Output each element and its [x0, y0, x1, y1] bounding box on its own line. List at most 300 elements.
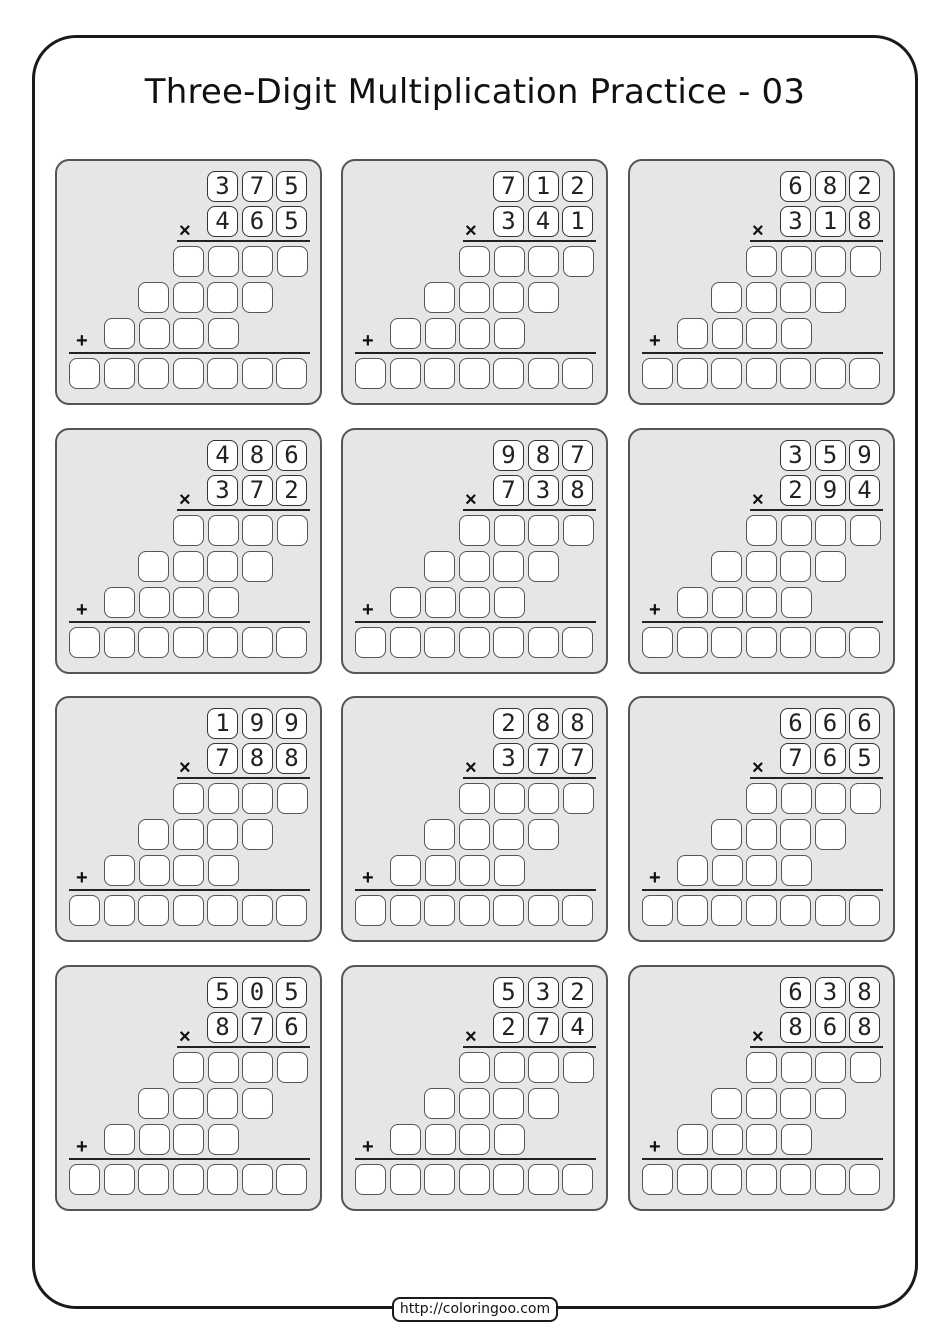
final-answer-box[interactable]	[173, 895, 204, 926]
final-answer-box[interactable]	[104, 358, 135, 389]
multiplicand-digit: 7	[562, 440, 593, 471]
final-answer-box[interactable]	[493, 627, 524, 658]
sum-rule-line	[69, 889, 310, 891]
times-sign: ×	[179, 489, 191, 511]
sum-rule-line	[642, 352, 883, 354]
partial-product-box-row3[interactable]	[139, 1124, 170, 1155]
multiplier-digit: 7	[780, 743, 811, 774]
multiplicand-digit: 6	[276, 440, 307, 471]
multiplicand-digit: 6	[780, 171, 811, 202]
final-answer-box[interactable]	[69, 895, 100, 926]
multiplicand-digit: 5	[815, 440, 846, 471]
partial-product-box-row2[interactable]	[173, 819, 204, 850]
final-answer-box[interactable]	[815, 627, 846, 658]
final-answer-box[interactable]	[207, 358, 238, 389]
partial-product-box-row3[interactable]	[104, 318, 135, 349]
partial-product-box-row1[interactable]	[173, 246, 204, 277]
final-answer-box[interactable]	[711, 358, 742, 389]
partial-product-box-row1[interactable]	[494, 246, 525, 277]
partial-product-box-row1[interactable]	[459, 246, 490, 277]
product-rule-line	[463, 1046, 596, 1048]
partial-product-box-row2[interactable]	[459, 819, 490, 850]
problem-card	[628, 159, 895, 405]
final-answer-box[interactable]	[815, 1164, 846, 1195]
partial-product-box-row1[interactable]	[746, 783, 777, 814]
times-sign: ×	[752, 1026, 764, 1048]
partial-product-box-row1[interactable]	[242, 1052, 273, 1083]
final-answer-box[interactable]	[780, 358, 811, 389]
partial-product-box-row1[interactable]	[459, 515, 490, 546]
multiplicand-digit: 4	[207, 440, 238, 471]
final-answer-box[interactable]	[746, 895, 777, 926]
partial-product-box-row1[interactable]	[208, 246, 239, 277]
partial-product-box-row2[interactable]	[780, 551, 811, 582]
final-answer-box[interactable]	[562, 627, 593, 658]
partial-product-box-row2[interactable]	[746, 819, 777, 850]
partial-product-box-row2[interactable]	[493, 1088, 524, 1119]
final-answer-box[interactable]	[104, 627, 135, 658]
partial-product-box-row3[interactable]	[459, 318, 490, 349]
final-answer-box[interactable]	[459, 627, 490, 658]
final-answer-box[interactable]	[459, 358, 490, 389]
partial-product-box-row3[interactable]	[208, 855, 239, 886]
partial-product-box-row1[interactable]	[277, 1052, 308, 1083]
multiplier-digit: 8	[242, 743, 273, 774]
partial-product-box-row1[interactable]	[781, 246, 812, 277]
final-answer-box[interactable]	[677, 627, 708, 658]
final-answer-box[interactable]	[677, 895, 708, 926]
final-answer-box[interactable]	[815, 358, 846, 389]
partial-product-box-row3[interactable]	[459, 587, 490, 618]
partial-product-box-row2[interactable]	[459, 282, 490, 313]
final-answer-box[interactable]	[849, 895, 880, 926]
partial-product-box-row3[interactable]	[390, 855, 421, 886]
multiplier-digit: 6	[242, 206, 273, 237]
partial-product-box-row1[interactable]	[242, 515, 273, 546]
multiplier-digit: 9	[815, 475, 846, 506]
partial-product-box-row1[interactable]	[746, 246, 777, 277]
partial-product-box-row2[interactable]	[424, 1088, 455, 1119]
partial-product-box-row3[interactable]	[712, 318, 743, 349]
problem-card	[341, 428, 608, 674]
partial-product-box-row1[interactable]	[563, 246, 594, 277]
final-answer-box[interactable]	[69, 358, 100, 389]
multiplier-digit: 8	[562, 475, 593, 506]
partial-product-box-row1[interactable]	[815, 1052, 846, 1083]
partial-product-box-row3[interactable]	[781, 855, 812, 886]
partial-product-box-row1[interactable]	[173, 783, 204, 814]
partial-product-box-row3[interactable]	[712, 587, 743, 618]
partial-product-box-row1[interactable]	[173, 515, 204, 546]
final-answer-box[interactable]	[390, 1164, 421, 1195]
partial-product-box-row3[interactable]	[494, 318, 525, 349]
partial-product-box-row3[interactable]	[494, 855, 525, 886]
partial-product-box-row1[interactable]	[528, 515, 559, 546]
final-answer-box[interactable]	[849, 358, 880, 389]
final-answer-box[interactable]	[780, 1164, 811, 1195]
final-answer-box[interactable]	[493, 358, 524, 389]
multiplicand-digit: 8	[815, 171, 846, 202]
multiplier-digit: 3	[493, 206, 524, 237]
partial-product-box-row2[interactable]	[424, 819, 455, 850]
partial-product-box-row1[interactable]	[242, 246, 273, 277]
multiplicand-digit: 8	[528, 708, 559, 739]
sum-rule-line	[69, 352, 310, 354]
partial-product-box-row3[interactable]	[139, 855, 170, 886]
partial-product-box-row1[interactable]	[850, 783, 881, 814]
multiplicand-digit: 8	[528, 440, 559, 471]
times-sign: ×	[465, 757, 477, 779]
partial-product-box-row3[interactable]	[746, 855, 777, 886]
partial-product-box-row3[interactable]	[494, 587, 525, 618]
final-answer-box[interactable]	[528, 895, 559, 926]
multiplier-digit: 7	[207, 743, 238, 774]
final-answer-box[interactable]	[276, 895, 307, 926]
partial-product-box-row2[interactable]	[242, 819, 273, 850]
partial-product-box-row2[interactable]	[207, 819, 238, 850]
final-answer-box[interactable]	[815, 895, 846, 926]
final-answer-box[interactable]	[69, 627, 100, 658]
final-answer-box[interactable]	[138, 1164, 169, 1195]
partial-product-box-row1[interactable]	[781, 783, 812, 814]
final-answer-box[interactable]	[562, 895, 593, 926]
final-answer-box[interactable]	[642, 1164, 673, 1195]
partial-product-box-row2[interactable]	[711, 551, 742, 582]
final-answer-box[interactable]	[207, 627, 238, 658]
partial-product-box-row3[interactable]	[104, 1124, 135, 1155]
partial-product-box-row2[interactable]	[207, 551, 238, 582]
partial-product-box-row3[interactable]	[677, 318, 708, 349]
final-answer-box[interactable]	[276, 627, 307, 658]
sum-rule-line	[355, 1158, 596, 1160]
final-answer-box[interactable]	[746, 627, 777, 658]
multiplicand-digit: 7	[493, 171, 524, 202]
final-answer-box[interactable]	[69, 1164, 100, 1195]
partial-product-box-row3[interactable]	[425, 1124, 456, 1155]
final-answer-box[interactable]	[355, 627, 386, 658]
partial-product-box-row3[interactable]	[781, 587, 812, 618]
partial-product-box-row3[interactable]	[208, 1124, 239, 1155]
partial-product-box-row2[interactable]	[815, 282, 846, 313]
multiplicand-digit: 6	[849, 708, 880, 739]
partial-product-box-row3[interactable]	[173, 1124, 204, 1155]
multiplicand-digit: 7	[242, 171, 273, 202]
multiplicand-digit: 6	[780, 708, 811, 739]
final-answer-box[interactable]	[242, 895, 273, 926]
partial-product-box-row1[interactable]	[208, 515, 239, 546]
final-answer-box[interactable]	[242, 627, 273, 658]
final-answer-box[interactable]	[104, 1164, 135, 1195]
partial-product-box-row1[interactable]	[277, 515, 308, 546]
multiplier-digit: 8	[276, 743, 307, 774]
partial-product-box-row2[interactable]	[138, 551, 169, 582]
final-answer-box[interactable]	[493, 895, 524, 926]
multiplier-digit: 3	[493, 743, 524, 774]
partial-product-box-row2[interactable]	[528, 282, 559, 313]
final-answer-box[interactable]	[711, 895, 742, 926]
partial-product-box-row3[interactable]	[781, 318, 812, 349]
product-rule-line	[750, 240, 883, 242]
multiplier-digit: 7	[493, 475, 524, 506]
partial-product-box-row3[interactable]	[425, 855, 456, 886]
partial-product-box-row2[interactable]	[815, 551, 846, 582]
product-rule-line	[463, 240, 596, 242]
multiplier-digit: 4	[528, 206, 559, 237]
times-sign: ×	[179, 757, 191, 779]
partial-product-box-row2[interactable]	[815, 819, 846, 850]
final-answer-box[interactable]	[711, 627, 742, 658]
partial-product-box-row3[interactable]	[425, 587, 456, 618]
final-answer-box[interactable]	[104, 895, 135, 926]
partial-product-box-row1[interactable]	[781, 515, 812, 546]
partial-product-box-row2[interactable]	[528, 819, 559, 850]
final-answer-box[interactable]	[424, 895, 455, 926]
plus-sign: +	[76, 599, 88, 621]
partial-product-box-row3[interactable]	[173, 855, 204, 886]
partial-product-box-row1[interactable]	[242, 783, 273, 814]
partial-product-box-row2[interactable]	[242, 282, 273, 313]
partial-product-box-row1[interactable]	[277, 246, 308, 277]
partial-product-box-row2[interactable]	[207, 1088, 238, 1119]
partial-product-box-row2[interactable]	[493, 819, 524, 850]
final-answer-box[interactable]	[207, 895, 238, 926]
plus-sign: +	[649, 1136, 661, 1158]
partial-product-box-row1[interactable]	[528, 783, 559, 814]
partial-product-box-row2[interactable]	[138, 819, 169, 850]
final-answer-box[interactable]	[459, 895, 490, 926]
partial-product-box-row1[interactable]	[850, 1052, 881, 1083]
multiplicand-digit: 9	[849, 440, 880, 471]
final-answer-box[interactable]	[173, 1164, 204, 1195]
final-answer-box[interactable]	[138, 895, 169, 926]
final-answer-box[interactable]	[746, 358, 777, 389]
multiplier-digit: 1	[562, 206, 593, 237]
plus-sign: +	[76, 330, 88, 352]
multiplicand-digit: 2	[562, 171, 593, 202]
partial-product-box-row3[interactable]	[746, 318, 777, 349]
partial-product-box-row3[interactable]	[390, 587, 421, 618]
partial-product-box-row3[interactable]	[459, 1124, 490, 1155]
final-answer-box[interactable]	[173, 358, 204, 389]
final-answer-box[interactable]	[849, 627, 880, 658]
final-answer-box[interactable]	[276, 1164, 307, 1195]
partial-product-box-row3[interactable]	[139, 318, 170, 349]
final-answer-box[interactable]	[424, 627, 455, 658]
partial-product-box-row1[interactable]	[850, 515, 881, 546]
partial-product-box-row3[interactable]	[104, 587, 135, 618]
partial-product-box-row1[interactable]	[563, 783, 594, 814]
final-answer-box[interactable]	[355, 1164, 386, 1195]
sum-rule-line	[69, 621, 310, 623]
final-answer-box[interactable]	[355, 895, 386, 926]
partial-product-box-row2[interactable]	[138, 1088, 169, 1119]
partial-product-box-row2[interactable]	[711, 282, 742, 313]
final-answer-box[interactable]	[562, 1164, 593, 1195]
partial-product-box-row2[interactable]	[242, 1088, 273, 1119]
partial-product-box-row2[interactable]	[528, 551, 559, 582]
final-answer-box[interactable]	[138, 627, 169, 658]
partial-product-box-row2[interactable]	[424, 282, 455, 313]
partial-product-box-row3[interactable]	[173, 587, 204, 618]
partial-product-box-row2[interactable]	[815, 1088, 846, 1119]
partial-product-box-row1[interactable]	[528, 1052, 559, 1083]
final-answer-box[interactable]	[424, 358, 455, 389]
multiplier-digit: 8	[849, 206, 880, 237]
partial-product-box-row2[interactable]	[173, 551, 204, 582]
times-sign: ×	[179, 220, 191, 242]
partial-product-box-row3[interactable]	[677, 855, 708, 886]
multiplier-digit: 2	[276, 475, 307, 506]
partial-product-box-row2[interactable]	[207, 282, 238, 313]
final-answer-box[interactable]	[780, 627, 811, 658]
partial-product-box-row3[interactable]	[459, 855, 490, 886]
final-answer-box[interactable]	[173, 627, 204, 658]
partial-product-box-row2[interactable]	[711, 1088, 742, 1119]
multiplier-digit: 7	[528, 1012, 559, 1043]
partial-product-box-row2[interactable]	[746, 551, 777, 582]
final-answer-box[interactable]	[780, 895, 811, 926]
partial-product-box-row1[interactable]	[746, 1052, 777, 1083]
final-answer-box[interactable]	[642, 895, 673, 926]
plus-sign: +	[76, 1136, 88, 1158]
final-answer-box[interactable]	[424, 1164, 455, 1195]
partial-product-box-row1[interactable]	[208, 783, 239, 814]
final-answer-box[interactable]	[746, 1164, 777, 1195]
times-sign: ×	[465, 220, 477, 242]
final-answer-box[interactable]	[711, 1164, 742, 1195]
product-rule-line	[750, 1046, 883, 1048]
sum-rule-line	[642, 889, 883, 891]
partial-product-box-row1[interactable]	[208, 1052, 239, 1083]
partial-product-box-row3[interactable]	[104, 855, 135, 886]
partial-product-box-row3[interactable]	[712, 855, 743, 886]
problem-card	[341, 159, 608, 405]
final-answer-box[interactable]	[562, 358, 593, 389]
partial-product-box-row3[interactable]	[746, 1124, 777, 1155]
partial-product-box-row3[interactable]	[712, 1124, 743, 1155]
multiplicand-digit: 2	[562, 977, 593, 1008]
partial-product-box-row2[interactable]	[493, 551, 524, 582]
partial-product-box-row1[interactable]	[494, 1052, 525, 1083]
footer-url[interactable]: http://coloringoo.com	[392, 1297, 558, 1322]
partial-product-box-row2[interactable]	[459, 1088, 490, 1119]
final-answer-box[interactable]	[849, 1164, 880, 1195]
final-answer-box[interactable]	[207, 1164, 238, 1195]
final-answer-box[interactable]	[528, 358, 559, 389]
final-answer-box[interactable]	[242, 358, 273, 389]
final-answer-box[interactable]	[677, 358, 708, 389]
partial-product-box-row3[interactable]	[390, 318, 421, 349]
partial-product-box-row2[interactable]	[242, 551, 273, 582]
final-answer-box[interactable]	[642, 358, 673, 389]
partial-product-box-row3[interactable]	[139, 587, 170, 618]
multiplicand-digit: 1	[207, 708, 238, 739]
partial-product-box-row2[interactable]	[711, 819, 742, 850]
partial-product-box-row3[interactable]	[781, 1124, 812, 1155]
partial-product-box-row2[interactable]	[780, 282, 811, 313]
sum-rule-line	[355, 621, 596, 623]
partial-product-box-row1[interactable]	[494, 515, 525, 546]
final-answer-box[interactable]	[276, 358, 307, 389]
partial-product-box-row2[interactable]	[780, 1088, 811, 1119]
multiplicand-digit: 3	[780, 440, 811, 471]
final-answer-box[interactable]	[242, 1164, 273, 1195]
partial-product-box-row1[interactable]	[815, 783, 846, 814]
final-answer-box[interactable]	[459, 1164, 490, 1195]
partial-product-box-row2[interactable]	[528, 1088, 559, 1119]
partial-product-box-row1[interactable]	[277, 783, 308, 814]
multiplier-digit: 2	[493, 1012, 524, 1043]
partial-product-box-row2[interactable]	[746, 282, 777, 313]
plus-sign: +	[362, 330, 374, 352]
partial-product-box-row2[interactable]	[173, 1088, 204, 1119]
product-rule-line	[177, 509, 310, 511]
partial-product-box-row1[interactable]	[563, 515, 594, 546]
partial-product-box-row2[interactable]	[459, 551, 490, 582]
final-answer-box[interactable]	[390, 358, 421, 389]
partial-product-box-row1[interactable]	[494, 783, 525, 814]
partial-product-box-row2[interactable]	[173, 282, 204, 313]
partial-product-box-row1[interactable]	[746, 515, 777, 546]
partial-product-box-row3[interactable]	[677, 587, 708, 618]
multiplicand-digit: 9	[276, 708, 307, 739]
times-sign: ×	[752, 757, 764, 779]
multiplicand-digit: 5	[276, 977, 307, 1008]
final-answer-box[interactable]	[355, 358, 386, 389]
times-sign: ×	[465, 489, 477, 511]
partial-product-box-row2[interactable]	[780, 819, 811, 850]
partial-product-box-row3[interactable]	[173, 318, 204, 349]
final-answer-box[interactable]	[493, 1164, 524, 1195]
partial-product-box-row1[interactable]	[173, 1052, 204, 1083]
partial-product-box-row2[interactable]	[424, 551, 455, 582]
multiplier-digit: 1	[815, 206, 846, 237]
final-answer-box[interactable]	[528, 1164, 559, 1195]
partial-product-box-row2[interactable]	[493, 282, 524, 313]
partial-product-box-row1[interactable]	[815, 246, 846, 277]
final-answer-box[interactable]	[390, 627, 421, 658]
partial-product-box-row1[interactable]	[459, 783, 490, 814]
final-answer-box[interactable]	[642, 627, 673, 658]
partial-product-box-row3[interactable]	[494, 1124, 525, 1155]
multiplier-digit: 4	[207, 206, 238, 237]
partial-product-box-row2[interactable]	[138, 282, 169, 313]
partial-product-box-row3[interactable]	[746, 587, 777, 618]
multiplier-digit: 7	[242, 1012, 273, 1043]
partial-product-box-row1[interactable]	[563, 1052, 594, 1083]
times-sign: ×	[752, 220, 764, 242]
partial-product-box-row1[interactable]	[528, 246, 559, 277]
partial-product-box-row3[interactable]	[677, 1124, 708, 1155]
partial-product-box-row3[interactable]	[425, 318, 456, 349]
times-sign: ×	[179, 1026, 191, 1048]
final-answer-box[interactable]	[528, 627, 559, 658]
partial-product-box-row3[interactable]	[390, 1124, 421, 1155]
partial-product-box-row1[interactable]	[459, 1052, 490, 1083]
final-answer-box[interactable]	[390, 895, 421, 926]
multiplicand-digit: 3	[815, 977, 846, 1008]
partial-product-box-row1[interactable]	[815, 515, 846, 546]
multiplier-digit: 3	[780, 206, 811, 237]
final-answer-box[interactable]	[677, 1164, 708, 1195]
partial-product-box-row2[interactable]	[746, 1088, 777, 1119]
partial-product-box-row1[interactable]	[781, 1052, 812, 1083]
final-answer-box[interactable]	[138, 358, 169, 389]
partial-product-box-row1[interactable]	[850, 246, 881, 277]
plus-sign: +	[649, 330, 661, 352]
partial-product-box-row3[interactable]	[208, 587, 239, 618]
partial-product-box-row3[interactable]	[208, 318, 239, 349]
